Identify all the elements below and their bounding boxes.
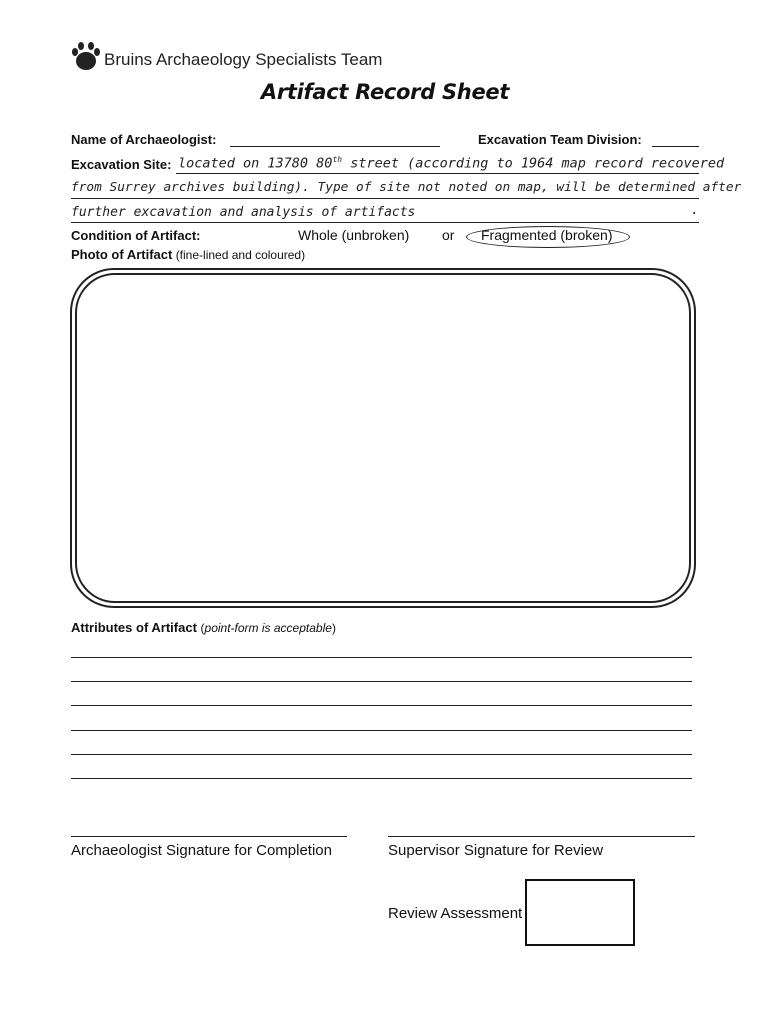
site-underline-1 <box>176 173 699 174</box>
site-label: Excavation Site: <box>71 157 172 172</box>
attributes-note: point-form is acceptable <box>204 621 332 635</box>
site-end-mark: . <box>691 203 699 218</box>
archaeologist-signature-line[interactable] <box>71 836 347 837</box>
condition-label: Condition of Artifact: <box>71 228 201 243</box>
site-underline-2 <box>71 198 699 199</box>
site-line-3: further excavation and analysis of artifacts <box>71 205 416 220</box>
attributes-label: Attributes of Artifact <box>71 620 197 635</box>
review-assessment-label: Review Assessment <box>388 905 523 922</box>
attributes-heading <box>71 620 336 635</box>
org-name: Bruins Archaeology Specialists Team <box>104 50 383 69</box>
division-field[interactable] <box>652 146 699 147</box>
condition-option-whole[interactable]: Whole (unbroken) <box>298 227 410 243</box>
review-assessment-box[interactable] <box>525 879 635 946</box>
archaeologist-label: Name of Archaeologist: <box>71 132 217 147</box>
attribute-line[interactable] <box>71 681 692 682</box>
photo-heading <box>71 247 305 262</box>
attribute-line[interactable] <box>71 754 692 755</box>
photo-label: Photo of Artifact <box>71 247 173 262</box>
attributes-note-close: ) <box>331 621 336 635</box>
bear-paw-icon <box>71 40 101 72</box>
attribute-line[interactable] <box>71 730 692 731</box>
attribute-line[interactable] <box>71 778 692 779</box>
supervisor-signature-label: Supervisor Signature for Review <box>388 842 604 859</box>
attribute-line[interactable] <box>71 705 692 706</box>
division-label: Excavation Team Division: <box>478 132 642 147</box>
page-title: Artifact Record Sheet <box>260 80 510 104</box>
photo-note: (fine-lined and coloured) <box>175 248 306 262</box>
site-line-1: located on 13780 80th street (according to 1964 map record recovered <box>178 155 725 172</box>
archaeologist-signature-label: Archaeologist Signature for Completion <box>71 842 332 859</box>
supervisor-signature-line[interactable] <box>388 836 695 837</box>
site-line-2: from Surrey archives building). Type of site not noted on map, will be determined after <box>71 180 742 195</box>
selection-circle <box>466 226 630 248</box>
site-underline-3 <box>71 222 699 223</box>
attribute-line[interactable] <box>71 657 692 658</box>
condition-option-fragmented[interactable]: Fragmented (broken) <box>481 227 613 243</box>
photo-area[interactable] <box>75 273 691 603</box>
attributes-note-open: ( <box>200 621 205 635</box>
archaeologist-name-field[interactable] <box>230 146 440 147</box>
condition-or: or <box>442 227 455 243</box>
